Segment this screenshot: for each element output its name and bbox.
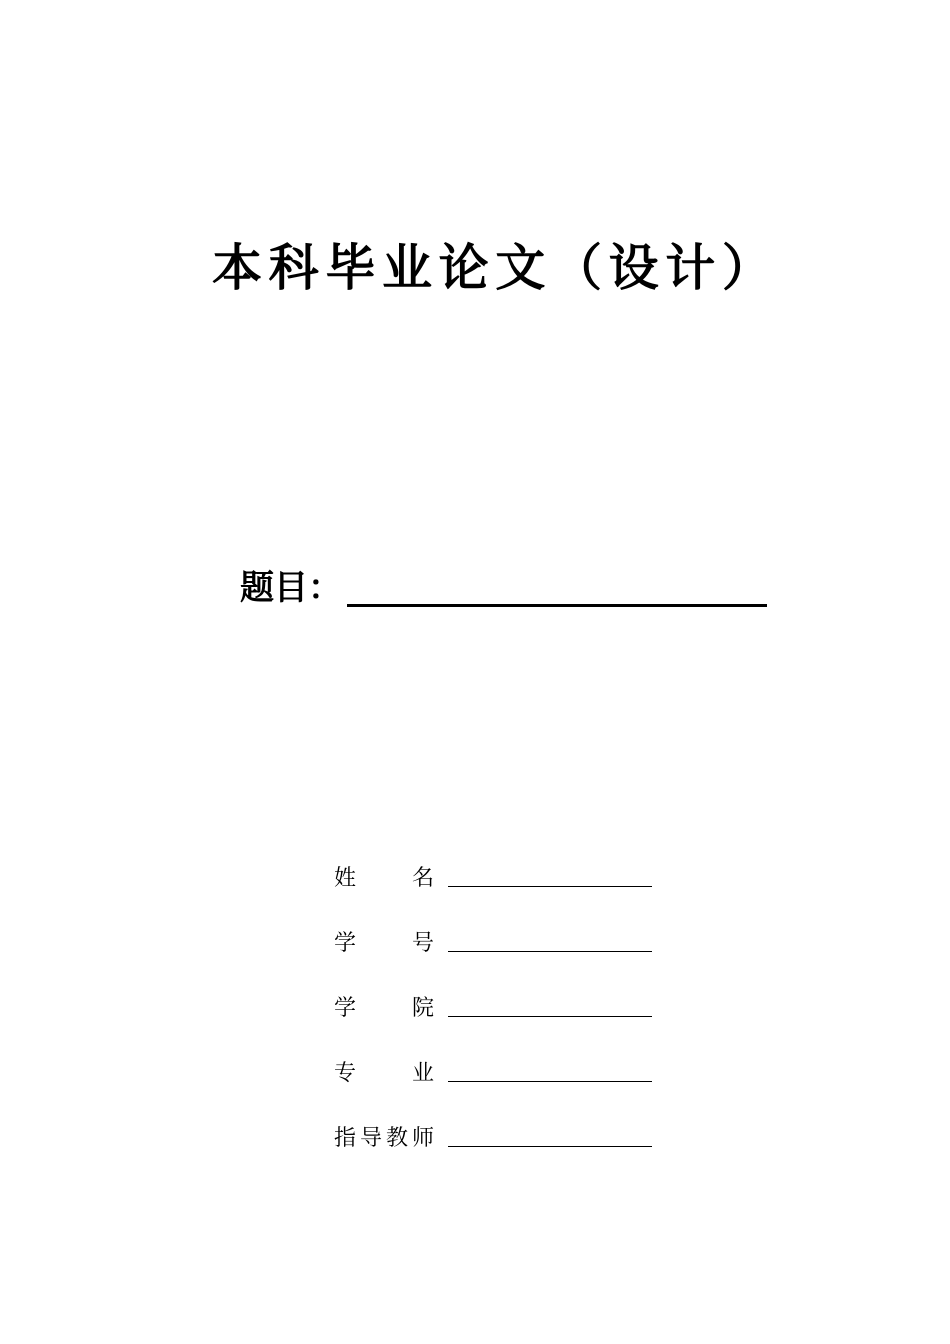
field-label-advisor <box>334 1124 434 1154</box>
field-label-char: 指 <box>334 1126 357 1151</box>
topic-label: 题目： <box>240 568 342 608</box>
field-label-char: 学 <box>334 931 357 956</box>
field-label-char: 师 <box>411 1126 434 1151</box>
title-char: 本 <box>212 238 262 297</box>
field-label-student-id <box>334 929 434 959</box>
student-id-blank-line[interactable] <box>448 951 652 952</box>
field-label-name <box>334 864 434 894</box>
field-label-char: 业 <box>411 1061 434 1086</box>
name-blank-line[interactable] <box>448 886 652 887</box>
field-label-char: 导 <box>359 1126 382 1151</box>
field-label-char: 专 <box>334 1061 357 1086</box>
field-label-char: 学 <box>334 996 357 1021</box>
document-title <box>212 236 772 300</box>
major-blank-line[interactable] <box>448 1081 652 1082</box>
field-label-char: 院 <box>411 996 434 1021</box>
title-char: ） <box>721 238 772 297</box>
title-char: 科 <box>268 238 319 297</box>
title-char: 论 <box>438 238 489 297</box>
topic-row <box>240 566 342 610</box>
field-label-char: 号 <box>411 931 434 956</box>
advisor-blank-line[interactable] <box>448 1146 652 1147</box>
title-char: 毕 <box>325 238 376 297</box>
title-char: 设 <box>608 238 659 297</box>
field-label-char: 姓 <box>334 866 357 891</box>
field-label-college <box>334 994 434 1024</box>
topic-blank-line[interactable] <box>347 604 767 607</box>
field-label-char: 教 <box>385 1126 408 1151</box>
title-char: （ <box>551 238 602 297</box>
title-char: 文 <box>495 238 546 297</box>
field-label-major <box>334 1059 434 1089</box>
college-blank-line[interactable] <box>448 1016 652 1017</box>
title-char: 计 <box>665 238 716 297</box>
field-label-char: 名 <box>411 866 434 891</box>
title-char: 业 <box>381 238 432 297</box>
